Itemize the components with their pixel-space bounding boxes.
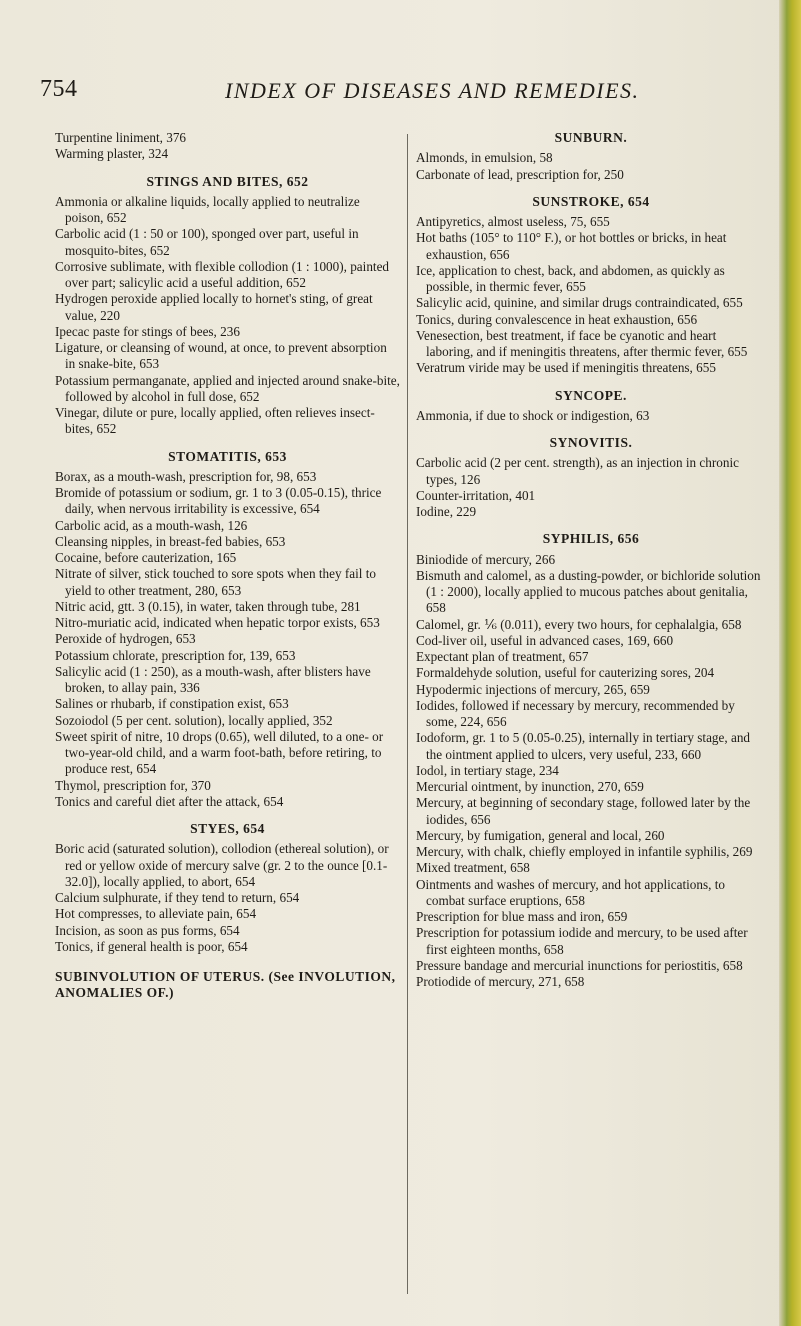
right-column <box>416 130 766 990</box>
index-entry: Antipyretics, almost useless, 75, 655 <box>416 214 610 229</box>
index-entry: Carbolic acid, as a mouth-wash, 126 <box>55 517 248 533</box>
index-entry: Salicylic acid (1 : 250), as a mouth-wash, after blisters have broken, to allay pain, 336 <box>55 663 371 695</box>
index-entry: Carbolic acid (1 : 50 or 100), sponged over part, useful in mosquito-bites, 652 <box>55 226 359 258</box>
section-heading: SYNOVITIS. <box>549 435 633 450</box>
index-entry: Borax, as a mouth-wash, prescription for, 98, 653 <box>55 468 317 484</box>
index-entry: Salicylic acid, quinine, and similar drugs contraindicated, 655 <box>416 295 743 311</box>
section-heading: SYPHILIS, 656 <box>542 531 640 547</box>
index-entry: Corrosive sublimate, with flexible collodion (1 : 1000), painted over part; salicylic acid a useful addition, 652 <box>55 258 390 290</box>
index-entry: Hydrogen peroxide applied locally to hornet's sting, of great value, 220 <box>55 291 373 323</box>
book-spine-edge <box>779 0 801 1326</box>
index-entry: Ipecac paste for stings of bees, 236 <box>55 323 240 339</box>
index-entry: Biniodide of mercury, 266 <box>416 551 556 567</box>
index-entry: Protiodide of mercury, 271, 658 <box>416 974 585 989</box>
section-heading: STYES, 654 <box>190 821 265 836</box>
index-entry: Mercury, at beginning of secondary stage, followed later by the iodides, 656 <box>416 795 751 827</box>
index-entry: Nitrate of silver, stick touched to sore spots when they fail to yield to other treatment, 280, 653 <box>55 566 377 598</box>
index-entry: Tonics, if general health is poor, 654 <box>55 938 248 954</box>
index-entry: Cleansing nipples, in breast-fed babies, 653 <box>55 533 286 549</box>
index-entry: Mixed treatment, 658 <box>416 860 530 876</box>
section-heading: SUNBURN. <box>554 130 628 145</box>
index-entry: Cod-liver oil, useful in advanced cases, 169, 660 <box>416 632 674 648</box>
index-entry: Nitric acid, gtt. 3 (0.15), in water, taken through tube, 281 <box>55 598 361 614</box>
index-entry: Almonds, in emulsion, 58 <box>416 150 553 166</box>
index-entry: Potassium permanganate, applied and injected around snake-bite, followed by alcohol in full dose, 652 <box>55 372 400 404</box>
index-entry: Vinegar, dilute or pure, locally applied, often relieves insect-bites, 652 <box>55 405 375 437</box>
index-entry: Ammonia, if due to shock or indigestion, 63 <box>416 407 650 423</box>
page-title: INDEX OF DISEASES AND REMEDIES. <box>225 78 640 103</box>
index-entry: Calcium sulphurate, if they tend to return, 654 <box>55 890 300 905</box>
section-heading: STOMATITIS, 653 <box>168 448 287 464</box>
index-entry: Peroxide of hydrogen, 653 <box>55 631 196 647</box>
index-entry: Tonics and careful diet after the attack, 654 <box>55 793 284 809</box>
index-entry: Sozoiodol (5 per cent. solution), locally applied, 352 <box>55 712 333 728</box>
index-entry: Ice, application to chest, back, and abdomen, as quickly as possible, in thermic fever, 655 <box>416 262 725 294</box>
index-entry: Nitro-muriatic acid, indicated when hepatic torpor exists, 653 <box>55 615 380 630</box>
index-entry: Carbolic acid (2 per cent. strength), as an injection in chronic types, 126 <box>416 455 739 487</box>
index-entry: Iodine, 229 <box>416 504 477 519</box>
index-entry: Carbonate of lead, prescription for, 250 <box>416 166 624 182</box>
index-entry: Hot compresses, to alleviate pain, 654 <box>55 906 257 922</box>
page-number: 754 <box>40 76 78 102</box>
index-entry: Warming plaster, 324 <box>55 146 169 162</box>
index-entry: Bromide of potassium or sodium, gr. 1 to 3 (0.05-0.15), thrice daily, when nervous irritability is excessive, 654 <box>55 485 382 517</box>
index-entry: Hot baths (105° to 110° F.), or hot bottles or bricks, in heat exhaustion, 656 <box>416 230 727 262</box>
index-entry: Iodoform, gr. 1 to 5 (0.05-0.25), internally in tertiary stage, and the ointment applied to ulcers, very useful, 233, 660 <box>416 730 751 762</box>
index-entry: Iodides, followed if necessary by mercury, recommended by some, 224, 656 <box>416 697 735 729</box>
index-entry: Venesection, best treatment, if face be cyanotic and heart laboring, and if meningitis threatens, after thermic fever, 655 <box>416 327 748 359</box>
index-entry: Mercury, by fumigation, general and local, 260 <box>416 827 665 843</box>
index-entry: Mercurial ointment, by inunction, 270, 659 <box>416 779 644 794</box>
index-entry: Iodol, in tertiary stage, 234 <box>416 762 559 778</box>
index-entry: Prescription for blue mass and iron, 659 <box>416 909 628 924</box>
page-header <box>40 76 740 110</box>
column-divider <box>407 134 408 1294</box>
index-entry: Hypodermic injections of mercury, 265, 659 <box>416 681 650 697</box>
index-entry: Boric acid (saturated solution), collodion (ethereal solution), or red or yellow oxide of mercury salve (gr. 2 to the ounce [0.1-32.0]), locally applied, to abort, 654 <box>55 841 389 889</box>
section-heading: SYNCOPE. <box>555 387 627 403</box>
index-entry: Formaldehyde solution, useful for cauterizing sores, 204 <box>416 665 715 681</box>
index-entry: Prescription for potassium iodide and mercury, to be used after first eighteen months, 658 <box>416 925 748 957</box>
index-entry: Ammonia or alkaline liquids, locally applied to neutralize poison, 652 <box>55 193 360 225</box>
index-entry: Ointments and washes of mercury, and hot applications, to combat surface eruptions, 658 <box>416 876 725 908</box>
index-entry: Bismuth and calomel, as a dusting-powder, or bichloride solution (1 : 2000), locally applied to mucous patches about genitalia, 658 <box>416 567 761 616</box>
index-entry: Calomel, gr. ⅙ (0.011), every two hours, for cephalalgia, 658 <box>416 616 742 632</box>
index-entry: Expectant plan of treatment, 657 <box>416 649 589 664</box>
index-entry: Tonics, during convalescence in heat exhaustion, 656 <box>416 311 698 327</box>
section-heading: SUBINVOLUTION OF UTERUS. (See INVOLUTION, ANOMALIES OF.) <box>55 969 396 1001</box>
index-entry: Veratrum viride may be used if meningitis threatens, 655 <box>416 360 716 376</box>
left-column <box>55 130 400 1006</box>
index-entry: Potassium chlorate, prescription for, 139, 653 <box>55 647 296 663</box>
index-entry: Salines or rhubarb, if constipation exist, 653 <box>55 696 289 712</box>
section-heading: SUNSTROKE, 654 <box>532 193 650 209</box>
index-entry: Thymol, prescription for, 370 <box>55 777 211 793</box>
index-entry: Counter-irritation, 401 <box>416 487 536 503</box>
index-entry: Incision, as soon as pus forms, 654 <box>55 922 240 938</box>
section-heading: STINGS AND BITES, 652 <box>146 173 309 189</box>
index-entry: Ligature, or cleansing of wound, at once, to prevent absorption in snake-bite, 653 <box>55 340 387 372</box>
index-entry: Mercury, with chalk, chiefly employed in infantile syphilis, 269 <box>416 844 753 859</box>
index-entry: Cocaine, before cauterization, 165 <box>55 550 237 565</box>
index-entry: Sweet spirit of nitre, 10 drops (0.65), well diluted, to a one- or two-year-old child, and a warm foot-bath, before retiring, to produce rest, 654 <box>55 728 384 777</box>
index-entry: Pressure bandage and mercurial inunctions for periostitis, 658 <box>416 957 743 973</box>
index-entry: Turpentine liniment, 376 <box>55 130 187 145</box>
